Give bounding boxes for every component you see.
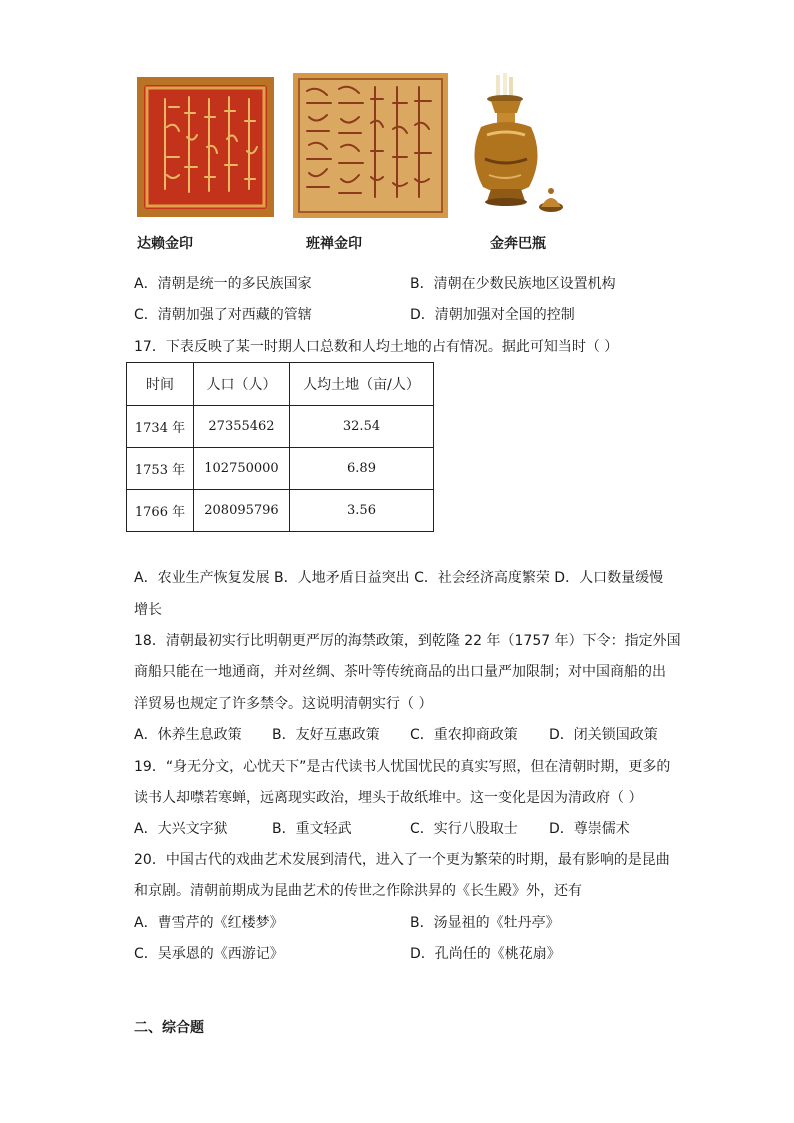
dalai-golden-seal-image	[137, 77, 274, 217]
table-cell: 1753 年	[127, 448, 194, 490]
q16-option-c: C．清朝加强了对西藏的管辖	[134, 307, 312, 323]
image-caption: 达赖金印	[137, 236, 193, 252]
image-caption: 金奔巴瓶	[490, 236, 546, 252]
table-row	[127, 448, 434, 490]
q18-option-c: C．重农抑商政策	[410, 727, 518, 743]
q20-option-c: C．吴承恩的《西游记》	[134, 946, 284, 962]
q20-option-a: A．曹雪芹的《红楼梦》	[134, 915, 284, 931]
table-cell: 6.89	[290, 448, 434, 490]
q19-stem-line: 19．“身无分文，心忧天下”是古代读书人忧国忧民的真实写照，但在清朝时期，更多的	[134, 759, 671, 775]
section-heading: 二、综合题	[134, 1020, 204, 1036]
table-row	[127, 406, 434, 448]
population-land-table	[126, 362, 434, 532]
q16-option-a: A．清朝是统一的多民族国家	[134, 276, 312, 292]
q18-stem-line: 18．清朝最初实行比明朝更严厉的海禁政策，到乾隆 22 年（1757 年）下令：指定外国	[134, 633, 681, 649]
table-header-cell: 人口（人）	[194, 363, 290, 406]
table-header-cell: 人均土地（亩/人）	[290, 363, 434, 406]
q19-option-b: B．重文轻武	[272, 821, 352, 837]
table-cell: 1734 年	[127, 406, 194, 448]
q20-option-d: D．孔尚任的《桃花扇》	[410, 946, 561, 962]
q17-options: A．农业生产恢复发展 B．人地矛盾日益突出 C．社会经济高度繁荣 D．人口数量缓慢	[134, 570, 664, 586]
q19-option-c: C．实行八股取士	[410, 821, 518, 837]
table-cell: 102750000	[194, 448, 290, 490]
q17-options-continued: 增长	[134, 602, 162, 618]
table-cell: 3.56	[290, 490, 434, 532]
table-cell: 32.54	[290, 406, 434, 448]
q16-option-b: B．清朝在少数民族地区设置机构	[410, 276, 616, 292]
panchen-golden-seal-image	[293, 73, 448, 218]
table-row	[127, 490, 434, 532]
q19-option-a: A．大兴文字狱	[134, 821, 228, 837]
q18-stem-line: 洋贸易也规定了许多禁令。这说明清朝实行（ ）	[134, 696, 433, 712]
q20-stem-line: 20．中国古代的戏曲艺术发展到清代，进入了一个更为繁荣的时期，最有影响的是昆曲	[134, 852, 670, 868]
table-cell: 208095796	[194, 490, 290, 532]
q20-stem-line: 和京剧。清朝前期成为昆曲艺术的传世之作除洪昇的《长生殿》外，还有	[134, 883, 582, 899]
q18-option-b: B．友好互惠政策	[272, 727, 380, 743]
table-header-cell: 时间	[127, 363, 194, 406]
golden-bumpa-vase-image	[463, 73, 569, 219]
q18-stem-line: 商船只能在一地通商，并对丝绸、茶叶等传统商品的出口量严加限制；对中国商船的出	[134, 664, 666, 680]
image-caption: 班禅金印	[306, 236, 362, 252]
q18-option-d: D．闭关锁国政策	[549, 727, 658, 743]
q18-option-a: A．休养生息政策	[134, 727, 242, 743]
q17-stem: 17．下表反映了某一时期人口总数和人均土地的占有情况。据此可知当时（ ）	[134, 339, 619, 355]
q19-option-d: D．尊崇儒术	[549, 821, 630, 837]
table-cell: 1766 年	[127, 490, 194, 532]
q16-option-d: D．清朝加强对全国的控制	[410, 307, 575, 323]
table-cell: 27355462	[194, 406, 290, 448]
q20-option-b: B．汤显祖的《牡丹亭》	[410, 915, 560, 931]
table-header-row	[127, 363, 434, 406]
q19-stem-line: 读书人却噤若寒蝉，远离现实政治，埋头于故纸堆中。这一变化是因为清政府（ ）	[134, 790, 643, 806]
